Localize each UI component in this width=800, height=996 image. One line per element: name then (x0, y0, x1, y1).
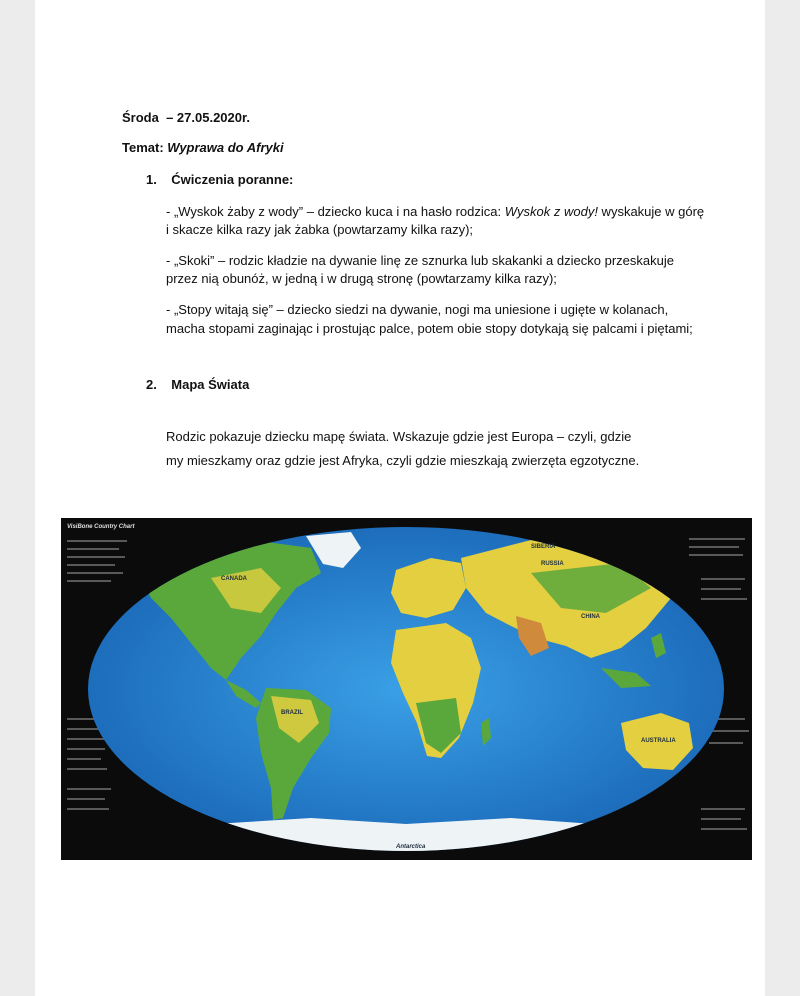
section-number: 1. (146, 172, 157, 187)
section-heading-world-map (146, 377, 249, 393)
world-map-image (61, 518, 752, 860)
exercise-1-line-2: i skacze kilka razy jak żabka (powtarzamy kilka razy); (166, 222, 474, 237)
topic-title: Wyprawa do Afryki (167, 140, 284, 155)
exercise-2-line-2: przez nią obunóż, w jedną i w drugą stronę (powtarzamy kilka razy); (166, 271, 557, 286)
section-number: 2. (146, 377, 157, 392)
exercise-2-line-1: - „Skoki” – rodzic kładzie na dywanie linę ze sznurka lub skakanki a dziecko przeskakuje (166, 253, 674, 268)
label-canada: CANADA (221, 576, 247, 582)
label-antarctica: Antarctica (396, 844, 426, 850)
exercise-1-line-1: - „Wyskok żaby z wody” – dziecko kuca i na hasło rodzica: Wyskok z wody! wyskakuje w górę (166, 204, 705, 219)
label-australia: AUSTRALIA (641, 738, 676, 744)
document-page (35, 0, 765, 996)
map-chart-title: VisiBone Country Chart (67, 524, 135, 530)
topic-label: Temat: (122, 140, 164, 155)
map-instruction-line-2: my mieszkamy oraz gdzie jest Afryka, czyli gdzie mieszkają zwierzęta egzotyczne. (166, 453, 640, 468)
exercise-1-command: Wyskok z wody! (504, 204, 598, 219)
label-brazil: BRAZIL (281, 710, 303, 716)
label-china: CHINA (581, 614, 600, 620)
map-instruction-line-1: Rodzic pokazuje dziecku mapę świata. Wskazuje gdzie jest Europa – czyli, gdzie (166, 429, 632, 444)
label-siberia: SIBERIA (531, 544, 556, 550)
label-russia: RUSSIA (541, 561, 564, 567)
day-name: Środa (122, 110, 159, 125)
topic-line (122, 140, 284, 156)
exercise-3-line-2: macha stopami zaginając i prostując palce, potem obie stopy dotykają się palcami i piętami; (166, 321, 693, 336)
section-title: Ćwiczenia poranne: (171, 172, 294, 187)
date-line (122, 110, 250, 126)
exercise-3-line-1: - „Stopy witają się” – dziecko siedzi na dywanie, nogi ma uniesione i ugięte w kolanach, (166, 302, 669, 317)
section-title: Mapa Świata (171, 377, 250, 392)
date-value: – 27.05.2020r. (166, 110, 250, 125)
section-heading-exercises (146, 172, 293, 188)
